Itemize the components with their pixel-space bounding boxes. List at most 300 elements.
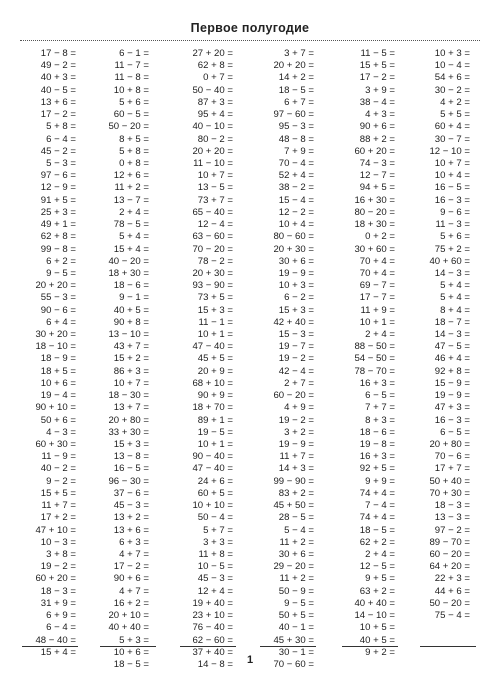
exercise-item: 60 + 20 = bbox=[35, 573, 76, 585]
exercise-item: 68 + 10 = bbox=[192, 377, 233, 389]
exercise-item: 70 − 6 = bbox=[434, 451, 470, 463]
exercise-item: 5 + 6 = bbox=[440, 231, 470, 243]
exercise-item: 6 + 9 = bbox=[46, 610, 76, 622]
exercise-item: 7 − 4 = bbox=[365, 500, 395, 512]
exercise-item: 60 + 20 = bbox=[354, 145, 395, 157]
exercise-item: 12 + 6 = bbox=[113, 170, 149, 182]
exercise-item: 48 − 40 = bbox=[35, 634, 76, 646]
exercise-item: 20 + 9 = bbox=[197, 365, 233, 377]
exercise-item: 19 − 4 = bbox=[40, 390, 76, 402]
exercise-item: 78 − 70 = bbox=[354, 365, 395, 377]
exercise-item: 99 − 90 = bbox=[273, 475, 314, 487]
exercise-item: 17 + 7 = bbox=[434, 463, 470, 475]
exercise-item: 9 + 2 = bbox=[365, 646, 395, 658]
exercise-item: 9 − 6 = bbox=[440, 206, 470, 218]
exercise-item: 25 + 3 = bbox=[40, 206, 76, 218]
exercise-item: 5 + 5 = bbox=[440, 109, 470, 121]
exercise-item: 74 + 4 = bbox=[359, 487, 395, 499]
answer-line bbox=[342, 646, 398, 647]
exercise-item: 38 − 4 = bbox=[359, 96, 395, 108]
exercise-item: 10 + 1 = bbox=[197, 439, 233, 450]
exercise-item: 60 + 4 = bbox=[434, 121, 470, 133]
exercise-item: 83 + 2 = bbox=[278, 487, 314, 499]
exercise-item: 62 + 8 = bbox=[197, 60, 233, 72]
exercise-item: 70 − 60 = bbox=[273, 658, 314, 670]
exercise-item: 94 + 5 = bbox=[359, 182, 395, 194]
exercise-item: 40 + 40 = bbox=[108, 622, 149, 634]
exercise-item: 10 + 10 = bbox=[192, 500, 233, 512]
exercise-item: 4 + 7 = bbox=[119, 585, 149, 597]
exercise-item: 18 − 3 = bbox=[40, 585, 76, 597]
exercise-item: 3 + 2 = bbox=[284, 426, 314, 438]
exercise-item: 30 − 1 = bbox=[278, 646, 314, 658]
exercise-item: 95 − 3 = bbox=[278, 121, 314, 133]
exercise-item: 12 − 10 = bbox=[429, 145, 470, 157]
exercise-item: 14 + 3 = bbox=[278, 463, 314, 475]
exercise-item: 10 + 6 = bbox=[40, 377, 76, 389]
exercise-item: 50 + 5 = bbox=[278, 610, 314, 622]
exercise-item: 45 − 3 = bbox=[197, 573, 233, 585]
exercise-item: 17 + 2 = bbox=[40, 512, 76, 524]
exercise-item: 13 − 8 = bbox=[113, 451, 149, 463]
exercise-item: 17 − 7 = bbox=[359, 292, 395, 304]
exercise-item: 5 + 3 = bbox=[119, 634, 149, 646]
exercise-item: 75 − 4 = bbox=[434, 610, 470, 622]
exercise-item: 45 + 5 = bbox=[197, 353, 233, 365]
exercise-item: 44 + 6 = bbox=[434, 585, 470, 597]
exercise-column-3 bbox=[163, 48, 233, 671]
exercise-item: 18 − 3 = bbox=[434, 500, 470, 512]
exercise-item: 20 + 20 = bbox=[35, 280, 76, 292]
exercise-item: 49 + 1 = bbox=[40, 219, 76, 231]
exercise-item: 47 + 3 = bbox=[434, 402, 470, 414]
exercise-item: 70 − 20 = bbox=[192, 243, 233, 255]
exercise-item: 48 − 8 = bbox=[278, 133, 314, 145]
exercise-item: 40 + 5 = bbox=[359, 634, 395, 646]
exercise-item: 3 + 3 = bbox=[203, 536, 233, 548]
exercise-item: 13 − 7 = bbox=[113, 194, 149, 206]
exercise-item: 13 − 10 = bbox=[108, 329, 149, 341]
exercise-item: 13 + 6 = bbox=[113, 524, 149, 536]
exercise-item: 62 + 2 = bbox=[359, 536, 395, 548]
exercise-item: 5 − 4 = bbox=[284, 524, 314, 536]
exercise-item: 18 − 10 = bbox=[35, 341, 76, 353]
exercise-item: 76 − 40 = bbox=[192, 622, 233, 634]
exercise-item: 18 + 70 = bbox=[192, 402, 233, 414]
exercise-item: 50 − 4 = bbox=[197, 512, 233, 524]
exercise-item: 6 − 1 = bbox=[119, 48, 149, 59]
exercise-item: 6 + 7 = bbox=[284, 96, 314, 108]
exercise-item: 11 + 2 = bbox=[279, 536, 314, 548]
exercise-item: 19 − 9 = bbox=[434, 390, 470, 402]
exercise-item: 63 + 2 = bbox=[359, 585, 395, 597]
exercise-item: 38 − 2 = bbox=[278, 182, 314, 194]
exercise-item: 47 − 40 = bbox=[192, 463, 233, 475]
exercise-item: 20 + 20 = bbox=[273, 60, 314, 72]
exercise-item: 64 + 20 = bbox=[429, 561, 470, 573]
exercise-item: 3 + 7 = bbox=[284, 48, 314, 59]
exercise-item: 47 + 10 = bbox=[35, 524, 76, 536]
exercise-item: 17 − 2 = bbox=[40, 109, 76, 121]
exercise-item: 8 + 5 = bbox=[119, 133, 149, 145]
exercise-item: 49 − 2 = bbox=[40, 60, 76, 72]
exercise-column-1 bbox=[6, 48, 76, 659]
exercise-item: 11 − 1 = bbox=[198, 316, 233, 328]
exercise-item: 19 − 9 = bbox=[278, 267, 314, 279]
exercise-item: 90 + 9 = bbox=[197, 390, 233, 402]
exercise-item: 47 − 5 = bbox=[434, 341, 470, 353]
exercise-item: 14 − 8 = bbox=[197, 658, 233, 670]
exercise-item: 19 − 2 = bbox=[278, 414, 314, 426]
exercise-item: 70 + 4 = bbox=[359, 267, 395, 279]
exercise-item: 87 + 3 = bbox=[197, 96, 233, 108]
exercise-item: 16 − 3 = bbox=[434, 414, 470, 426]
exercise-item: 45 − 2 = bbox=[40, 145, 76, 157]
exercise-item: 12 + 4 = bbox=[197, 585, 233, 597]
exercise-item: 11 − 5 = bbox=[360, 48, 395, 59]
exercise-item: 11 − 8 = bbox=[114, 72, 149, 84]
exercise-item: 37 − 6 = bbox=[113, 487, 149, 499]
exercise-item: 89 − 70 = bbox=[429, 536, 470, 548]
exercise-item: 11 + 7 = bbox=[41, 500, 76, 512]
exercise-item: 23 + 10 = bbox=[192, 610, 233, 622]
exercise-item: 90 − 6 = bbox=[40, 304, 76, 316]
exercise-item: 16 − 5 = bbox=[434, 182, 470, 194]
exercise-item: 2 + 7 = bbox=[284, 377, 314, 389]
exercise-item: 2 + 4 = bbox=[119, 206, 149, 218]
exercise-item: 9 − 5 = bbox=[284, 597, 314, 609]
exercise-item: 73 + 7 = bbox=[197, 194, 233, 206]
exercise-item: 80 − 2 = bbox=[197, 133, 233, 145]
exercise-item: 46 + 4 = bbox=[434, 353, 470, 365]
exercise-item: 29 − 20 = bbox=[273, 561, 314, 573]
exercise-item: 6 − 4 = bbox=[46, 622, 76, 634]
exercise-item: 19 − 2 = bbox=[40, 561, 76, 573]
exercise-item: 40 − 20 = bbox=[108, 255, 149, 267]
exercise-item: 27 + 20 = bbox=[192, 48, 233, 59]
exercise-item: 4 + 7 = bbox=[119, 548, 149, 560]
exercise-item: 40 + 40 = bbox=[354, 597, 395, 609]
exercise-item: 99 − 8 = bbox=[40, 243, 76, 255]
exercise-item: 5 + 8 = bbox=[46, 121, 76, 133]
exercise-item: 54 + 6 = bbox=[434, 72, 470, 84]
exercise-item: 9 + 9 = bbox=[365, 475, 395, 487]
exercise-item: 42 + 40 = bbox=[273, 316, 314, 328]
exercise-item: 20 + 80 = bbox=[108, 414, 149, 426]
exercise-item: 30 + 60 = bbox=[354, 243, 395, 255]
exercise-item: 62 − 60 = bbox=[192, 634, 233, 646]
exercise-item: 88 + 2 = bbox=[359, 133, 395, 145]
exercise-item: 54 − 50 = bbox=[354, 353, 395, 365]
exercise-item: 60 − 20 = bbox=[273, 390, 314, 402]
exercise-item: 0 + 8 = bbox=[119, 157, 149, 169]
exercise-item: 50 − 40 = bbox=[192, 84, 233, 96]
exercise-item: 16 + 2 = bbox=[113, 597, 149, 609]
exercise-item: 5 − 3 = bbox=[46, 157, 76, 169]
exercise-item: 13 − 3 = bbox=[434, 512, 470, 524]
exercise-item: 97 − 6 = bbox=[40, 170, 76, 182]
exercise-item: 15 + 5 = bbox=[359, 60, 395, 72]
exercise-item: 4 + 3 = bbox=[365, 109, 395, 121]
exercise-item: 50 + 6 = bbox=[40, 414, 76, 426]
exercise-item: 40 + 3 = bbox=[40, 72, 76, 84]
exercise-item: 78 − 2 = bbox=[197, 255, 233, 267]
exercise-item: 3 + 9 = bbox=[365, 84, 395, 96]
exercise-item: 33 + 30 = bbox=[108, 426, 149, 438]
exercise-item: 22 + 3 = bbox=[434, 573, 470, 585]
exercise-item: 16 − 5 = bbox=[113, 463, 149, 475]
exercise-item: 12 − 4 = bbox=[197, 219, 233, 231]
exercise-item: 45 − 3 = bbox=[113, 500, 149, 512]
exercise-item: 6 + 2 = bbox=[46, 255, 76, 267]
exercise-item: 89 + 1 = bbox=[197, 414, 233, 426]
answer-line bbox=[180, 646, 236, 647]
exercise-item: 4 + 2 = bbox=[440, 96, 470, 108]
exercise-item: 5 + 4 = bbox=[440, 280, 470, 292]
exercise-item: 97 − 60 = bbox=[273, 109, 314, 121]
exercise-item: 45 + 50 = bbox=[273, 500, 314, 512]
exercise-item: 40 + 5 = bbox=[113, 304, 149, 316]
exercise-item: 11 + 8 = bbox=[198, 548, 233, 560]
exercise-item: 16 + 3 = bbox=[359, 377, 395, 389]
exercise-item: 20 + 30 = bbox=[192, 267, 233, 279]
exercise-item: 6 + 3 = bbox=[119, 536, 149, 548]
exercise-item: 6 − 5 = bbox=[440, 426, 470, 438]
exercise-item: 17 − 8 = bbox=[40, 48, 76, 59]
exercise-column-2 bbox=[79, 48, 149, 671]
exercise-item: 10 + 6 = bbox=[113, 646, 149, 658]
exercise-item: 55 − 3 = bbox=[40, 292, 76, 304]
exercise-item: 90 + 6 = bbox=[113, 573, 149, 585]
exercise-item: 19 − 5 = bbox=[197, 426, 233, 438]
answer-line bbox=[420, 646, 476, 647]
exercise-item: 15 + 4 = bbox=[113, 243, 149, 255]
exercise-column-4 bbox=[244, 48, 314, 671]
exercise-item: 10 + 3 = bbox=[278, 280, 314, 292]
exercise-item: 90 + 8 = bbox=[113, 316, 149, 328]
exercise-item: 10 + 4 = bbox=[278, 219, 314, 231]
exercise-item: 10 + 1 = bbox=[359, 316, 395, 328]
exercise-item: 7 + 9 = bbox=[284, 145, 314, 157]
exercise-item: 6 − 5 = bbox=[365, 390, 395, 402]
exercise-item: 5 + 6 = bbox=[119, 96, 149, 108]
exercise-item: 90 + 10 = bbox=[35, 402, 76, 414]
exercise-item: 20 + 80 = bbox=[429, 439, 470, 450]
exercise-item: 30 − 2 = bbox=[434, 84, 470, 96]
page-number: 1 bbox=[246, 654, 254, 666]
exercise-item: 40 + 60 = bbox=[429, 255, 470, 267]
exercise-item: 18 + 30 = bbox=[354, 219, 395, 231]
exercise-item: 20 + 30 = bbox=[273, 243, 314, 255]
exercise-item: 10 + 7 = bbox=[197, 170, 233, 182]
answer-line bbox=[100, 646, 156, 647]
exercise-item: 11 + 2 = bbox=[279, 573, 314, 585]
exercise-item: 14 − 3 = bbox=[434, 329, 470, 341]
exercise-item: 11 − 3 = bbox=[435, 219, 470, 231]
exercise-item: 50 − 9 = bbox=[278, 585, 314, 597]
exercise-item: 18 + 5 = bbox=[40, 365, 76, 377]
exercise-item: 95 + 4 = bbox=[197, 109, 233, 121]
exercise-item: 11 + 2 = bbox=[114, 182, 149, 194]
exercise-item: 28 − 5 = bbox=[278, 512, 314, 524]
exercise-item: 92 + 8 = bbox=[434, 365, 470, 377]
exercise-item: 13 + 2 = bbox=[113, 512, 149, 524]
exercise-item: 91 + 5 = bbox=[40, 194, 76, 206]
exercise-item: 80 − 60 = bbox=[273, 231, 314, 243]
exercise-item: 24 + 6 = bbox=[197, 475, 233, 487]
exercise-item: 9 − 2 = bbox=[46, 475, 76, 487]
exercise-item: 96 − 30 = bbox=[108, 475, 149, 487]
exercise-item: 14 + 2 = bbox=[278, 72, 314, 84]
exercise-item: 86 + 3 = bbox=[113, 365, 149, 377]
exercise-item: 20 + 10 = bbox=[108, 610, 149, 622]
exercise-item: 12 − 2 = bbox=[278, 206, 314, 218]
exercise-item: 9 − 5 = bbox=[46, 267, 76, 279]
exercise-item: 43 + 7 = bbox=[113, 341, 149, 353]
answer-line bbox=[22, 646, 78, 647]
exercise-item: 2 + 4 = bbox=[365, 548, 395, 560]
exercise-item: 15 + 3 = bbox=[197, 304, 233, 316]
exercise-item: 5 + 7 = bbox=[203, 524, 233, 536]
exercise-item: 40 − 10 = bbox=[192, 121, 233, 133]
exercise-column-6 bbox=[400, 48, 470, 622]
exercise-item: 11 + 9 = bbox=[360, 304, 395, 316]
exercise-item: 8 + 4 = bbox=[440, 304, 470, 316]
exercise-item: 0 + 2 = bbox=[365, 231, 395, 243]
exercise-item: 10 + 8 = bbox=[113, 84, 149, 96]
exercise-item: 11 − 9 = bbox=[41, 451, 76, 463]
exercise-item: 17 − 2 = bbox=[359, 72, 395, 84]
exercise-item: 80 − 20 = bbox=[354, 206, 395, 218]
exercise-item: 10 + 1 = bbox=[197, 329, 233, 341]
exercise-item: 10 + 5 = bbox=[359, 622, 395, 634]
exercise-item: 5 + 4 = bbox=[440, 292, 470, 304]
exercise-item: 18 − 5 = bbox=[113, 658, 149, 670]
exercise-item: 69 − 7 = bbox=[359, 280, 395, 292]
exercise-item: 16 + 3 = bbox=[359, 451, 395, 463]
exercise-item: 10 + 3 = bbox=[434, 48, 470, 59]
page-title: Первое полугодие bbox=[190, 21, 310, 35]
exercise-item: 15 + 5 = bbox=[40, 487, 76, 499]
exercise-item: 47 − 40 = bbox=[192, 341, 233, 353]
exercise-item: 14 − 10 = bbox=[354, 610, 395, 622]
exercise-item: 70 − 4 = bbox=[278, 157, 314, 169]
exercise-item: 7 + 7 = bbox=[365, 402, 395, 414]
exercise-item: 97 − 2 = bbox=[434, 524, 470, 536]
exercise-item: 30 + 20 = bbox=[35, 329, 76, 341]
answer-line bbox=[260, 646, 316, 647]
exercise-item: 6 − 4 = bbox=[46, 133, 76, 145]
exercise-item: 12 − 7 = bbox=[359, 170, 395, 182]
exercise-item: 18 − 30 = bbox=[108, 390, 149, 402]
exercise-item: 40 − 5 = bbox=[40, 84, 76, 96]
exercise-item: 10 + 4 = bbox=[434, 170, 470, 182]
exercise-item: 60 − 20 = bbox=[429, 548, 470, 560]
exercise-item: 13 + 6 = bbox=[40, 96, 76, 108]
exercise-item: 13 − 5 = bbox=[197, 182, 233, 194]
exercise-item: 8 + 3 = bbox=[365, 414, 395, 426]
exercise-item: 15 − 4 = bbox=[278, 194, 314, 206]
answer-lines bbox=[0, 646, 500, 648]
exercise-item: 73 + 5 = bbox=[197, 292, 233, 304]
exercise-item: 10 + 7 = bbox=[434, 157, 470, 169]
exercise-item: 60 + 30 = bbox=[35, 439, 76, 450]
exercise-item: 18 + 30 = bbox=[108, 267, 149, 279]
exercise-item: 18 − 5 = bbox=[359, 524, 395, 536]
exercise-item: 42 − 4 = bbox=[278, 365, 314, 377]
exercise-item: 90 + 6 = bbox=[359, 121, 395, 133]
exercise-item: 2 + 4 = bbox=[365, 329, 395, 341]
exercise-item: 88 − 50 = bbox=[354, 341, 395, 353]
exercise-item: 18 − 6 = bbox=[359, 426, 395, 438]
exercise-item: 18 − 6 = bbox=[113, 280, 149, 292]
exercise-item: 17 − 2 = bbox=[113, 561, 149, 573]
exercise-item: 19 − 9 = bbox=[278, 439, 314, 450]
exercise-item: 0 + 7 = bbox=[203, 72, 233, 84]
exercise-item: 75 + 2 = bbox=[434, 243, 470, 255]
exercise-item: 15 + 3 = bbox=[278, 304, 314, 316]
exercise-item: 16 + 30 = bbox=[354, 194, 395, 206]
exercise-item: 10 − 5 = bbox=[197, 561, 233, 573]
exercise-item: 15 + 3 = bbox=[113, 439, 149, 450]
exercise-item: 19 − 8 = bbox=[359, 439, 395, 450]
exercise-item: 16 − 3 = bbox=[434, 194, 470, 206]
exercise-item: 15 − 9 = bbox=[434, 377, 470, 389]
exercise-item: 4 − 3 = bbox=[46, 426, 76, 438]
exercise-item: 37 + 40 = bbox=[192, 646, 233, 658]
exercise-item: 12 − 9 = bbox=[40, 182, 76, 194]
exercise-item: 90 − 40 = bbox=[192, 451, 233, 463]
exercise-item: 18 − 5 = bbox=[278, 84, 314, 96]
exercise-item: 13 + 7 = bbox=[113, 402, 149, 414]
exercise-item: 11 − 7 = bbox=[114, 60, 149, 72]
exercise-item: 60 − 5 = bbox=[113, 109, 149, 121]
exercise-item: 40 − 2 = bbox=[40, 463, 76, 475]
exercise-item: 18 − 7 = bbox=[434, 316, 470, 328]
exercise-item: 45 + 30 = bbox=[273, 634, 314, 646]
exercise-item: 93 − 90 = bbox=[192, 280, 233, 292]
exercise-item: 5 + 8 = bbox=[119, 145, 149, 157]
exercise-item: 9 + 5 = bbox=[365, 573, 395, 585]
exercise-item: 20 + 20 = bbox=[192, 145, 233, 157]
exercise-item: 6 − 2 = bbox=[284, 292, 314, 304]
exercise-item: 4 + 9 = bbox=[284, 402, 314, 414]
exercise-item: 60 + 5 = bbox=[197, 487, 233, 499]
exercise-item: 50 + 40 = bbox=[429, 475, 470, 487]
exercise-item: 74 − 3 = bbox=[359, 157, 395, 169]
exercise-item: 10 − 4 = bbox=[434, 60, 470, 72]
exercise-item: 15 + 4 = bbox=[40, 646, 76, 658]
exercise-item: 14 − 3 = bbox=[434, 267, 470, 279]
exercise-item: 15 − 3 = bbox=[278, 329, 314, 341]
exercise-item: 30 + 6 = bbox=[278, 548, 314, 560]
exercise-item: 31 + 9 = bbox=[40, 597, 76, 609]
exercise-item: 11 − 10 = bbox=[193, 157, 233, 169]
exercise-item: 78 − 5 = bbox=[113, 219, 149, 231]
exercise-item: 50 − 20 = bbox=[429, 597, 470, 609]
exercise-item: 63 − 60 = bbox=[192, 231, 233, 243]
exercise-item: 3 + 8 = bbox=[46, 548, 76, 560]
exercise-item: 19 + 40 = bbox=[192, 597, 233, 609]
exercise-item: 62 + 8 = bbox=[40, 231, 76, 243]
exercise-item: 19 − 7 = bbox=[278, 341, 314, 353]
exercise-item: 10 − 3 = bbox=[40, 536, 76, 548]
exercise-item: 40 − 1 = bbox=[278, 622, 314, 634]
exercise-item: 70 + 30 = bbox=[429, 487, 470, 499]
exercise-item: 92 + 5 = bbox=[359, 463, 395, 475]
exercise-item: 12 − 5 = bbox=[359, 561, 395, 573]
title-divider bbox=[20, 40, 480, 41]
